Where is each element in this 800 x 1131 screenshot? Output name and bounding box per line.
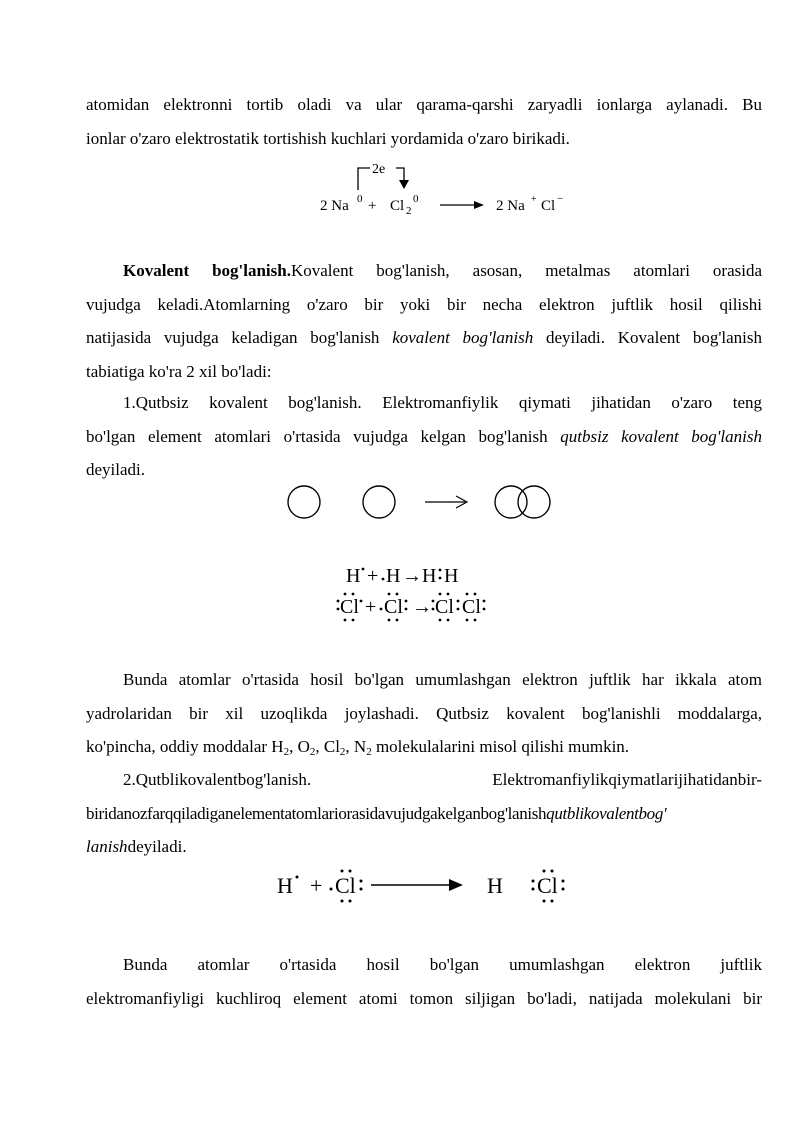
chlorine-atom: Cl	[435, 596, 454, 618]
chlorine-atom: Cl	[340, 596, 359, 618]
subscript: 2	[339, 746, 346, 758]
electron-dot	[360, 888, 363, 891]
electron-dot	[341, 900, 344, 903]
ion-charge: −	[557, 193, 564, 205]
electron-dot	[543, 900, 546, 903]
text-line: 1.Qutbsiz kovalent bog'lanish. Elektromanfiylik qiymati jihatidan o'zaro teng	[123, 393, 762, 412]
oxidation-state: 0	[357, 193, 363, 205]
text-line	[86, 797, 762, 831]
electron-dot	[388, 593, 391, 596]
electron-dot	[296, 876, 299, 879]
paragraph-polar-explanation	[86, 948, 762, 1015]
hydrogen-atom: H	[422, 565, 437, 587]
electron-dot	[562, 888, 565, 891]
hydrogen-atom: H	[386, 565, 401, 587]
text-span: Kovalent bog'lanish, asosan, metalmas atomlari orasida	[290, 261, 763, 280]
text-span: , O	[289, 737, 310, 756]
text-line	[86, 420, 762, 454]
text-line: atomidan elektronni tortib oladi va ular qarama-qarshi zaryadli ionlarga aylanadi. Bu	[86, 95, 762, 114]
text-line	[86, 254, 762, 288]
electron-dot	[352, 593, 355, 596]
text-line: ionlar o'zaro elektrostatik tortishish kuchlari yordamida o'zaro birikadi.	[86, 128, 570, 148]
text-span: , N	[345, 737, 367, 756]
lewis-structures-nonpolar	[330, 558, 530, 628]
electron-dot	[474, 593, 477, 596]
oxidation-state: 0	[413, 193, 419, 205]
electron-dot	[337, 608, 340, 611]
plus-sign: +	[365, 596, 377, 618]
chlorine-molecule: Cl	[390, 198, 405, 214]
shared-electron-dot	[532, 888, 535, 891]
chlorine-atom: Cl	[462, 596, 481, 618]
text-span: molekulalarini misol qilishi mumkin.	[371, 737, 630, 756]
text-line	[86, 763, 762, 797]
text-span: deyiladi.	[127, 837, 187, 856]
text-line: deyiladi.	[86, 460, 146, 479]
electron-dot	[388, 619, 391, 622]
term-emphasis: lanish	[86, 837, 128, 856]
sodium-ion: 2 Na	[496, 198, 525, 214]
plus-sign: +	[367, 565, 379, 587]
electron-dot	[396, 593, 399, 596]
hydrogen-atom: H	[346, 565, 361, 587]
sodium-atom: 2 Na	[320, 198, 349, 214]
electron-dot	[466, 593, 469, 596]
electron-dot	[551, 900, 554, 903]
shared-electron-dot	[532, 880, 535, 883]
atom-orbital	[288, 486, 320, 518]
term-emphasis: qutbsiz kovalent bog'lanish	[560, 426, 762, 446]
chlorine-atom: Cl	[537, 873, 558, 898]
transfer-bracket	[396, 168, 404, 182]
electron-dot	[360, 600, 363, 603]
electron-dot	[562, 880, 565, 883]
text-line: elektromanfiyligi kuchliroq element atomi tomon siljigan bo'ladi, natijada molekulani bir	[86, 988, 762, 1008]
subscript: 2	[366, 746, 372, 758]
overlapping-orbital	[518, 486, 550, 518]
reaction-arrow: →	[402, 565, 422, 587]
text-line: Bunda atomlar o'rtasida hosil bo'lgan umumlashgan elektron juftlik har ikkala atom	[123, 670, 762, 689]
electron-dot	[439, 619, 442, 622]
term-emphasis: kovalent bog'lanish	[392, 328, 534, 347]
section-heading: Kovalent bog'lanish.	[123, 261, 291, 280]
subscript: 2	[309, 746, 316, 758]
paragraph-polar	[86, 763, 762, 864]
electron-dot	[405, 600, 408, 603]
electron-dot	[439, 577, 442, 580]
ionic-equation	[300, 158, 600, 220]
electron-dot	[349, 900, 352, 903]
atom-orbital	[363, 486, 395, 518]
electron-dot	[396, 619, 399, 622]
text-span: natijasida vujudga keladigan bog'lanish	[86, 328, 393, 347]
transfer-label: 2e	[372, 162, 386, 177]
orbital-overlap-diagram	[280, 482, 570, 527]
electron-dot	[543, 870, 546, 873]
electron-dot	[344, 593, 347, 596]
paragraph-nonpolar	[86, 386, 762, 487]
electron-dot	[466, 619, 469, 622]
text-line: tabiatiga ko'ra 2 xil bo'ladi:	[86, 361, 272, 381]
electron-dot	[360, 880, 363, 883]
text-span: ko'pincha, oddiy moddalar H	[86, 737, 284, 756]
subscript: 2	[283, 746, 290, 758]
electron-dot	[382, 578, 385, 581]
reaction-arrowhead	[449, 879, 463, 891]
electron-dot	[474, 619, 477, 622]
electron-dot	[432, 600, 435, 603]
term-emphasis: qutblikovalentbog'	[546, 803, 667, 823]
electron-dot	[432, 608, 435, 611]
chlorine-atom: Cl	[335, 873, 356, 898]
electron-dot	[349, 870, 352, 873]
shared-electron-dot	[457, 600, 460, 603]
shared-electron-dot	[457, 608, 460, 611]
polar-bond-equation	[275, 860, 585, 910]
electron-dot	[447, 593, 450, 596]
electron-dot	[380, 608, 383, 611]
paragraph-ionic-continuation	[86, 88, 762, 155]
reaction-arrow: →	[412, 596, 432, 618]
transfer-arrowhead	[399, 180, 409, 189]
ion-charge: +	[531, 194, 537, 205]
chlorine-atom: Cl	[384, 596, 403, 618]
electron-dot	[439, 569, 442, 572]
text-line: yadrolaridan bir xil uzoqlikda joylashadi. Qutbsiz kovalent bog'lanishli moddalarga,	[86, 703, 762, 723]
electron-dot	[344, 619, 347, 622]
plus-sign: +	[368, 198, 377, 214]
hydrogen-atom: H	[277, 873, 293, 898]
text-span: deyiladi. Kovalent bog'lanish	[533, 328, 763, 347]
electron-dot	[551, 870, 554, 873]
electron-dot	[337, 600, 340, 603]
electron-dot	[362, 568, 365, 571]
transfer-bracket	[358, 168, 370, 190]
text-line: Bunda atomlar o'rtasida hosil bo'lgan umumlashgan elektron juftlik	[123, 955, 762, 974]
text-span: Elektromanfiylikqiymatlarijihatidanbir-	[492, 770, 762, 789]
text-span: bo'lgan element atomlari o'rtasida vujudga kelgan bog'lanish	[86, 426, 561, 446]
electron-dot	[330, 888, 333, 891]
chloride-ion: Cl	[541, 198, 556, 214]
electron-dot	[483, 600, 486, 603]
hydrogen-atom: H	[444, 565, 459, 587]
subscript: 2	[406, 205, 412, 217]
text-span: , Cl	[315, 737, 340, 756]
electron-dot	[341, 870, 344, 873]
text-line	[86, 830, 762, 864]
electron-dot	[405, 608, 408, 611]
paragraph-covalent-intro	[86, 254, 762, 388]
chlorine-lewis-equation	[337, 593, 486, 622]
plus-sign: +	[310, 873, 323, 898]
text-line	[86, 730, 762, 764]
text-line	[86, 321, 762, 355]
text-line: vujudga keladi.Atomlarning o'zaro bir yoki bir necha elektron juftlik hosil qilishi	[86, 294, 762, 314]
electron-dot	[483, 608, 486, 611]
text-span: 2.Qutblikovalentbog'lanish.	[123, 770, 312, 789]
hydrogen-atom: H	[487, 873, 503, 898]
text-span: biridanozfarqqiladiganelementatomlariorasidavujudgakelganbog'lanish	[86, 803, 547, 823]
paragraph-nonpolar-explanation	[86, 663, 762, 764]
reaction-arrowhead	[474, 201, 484, 209]
electron-dot	[439, 593, 442, 596]
electron-dot	[352, 619, 355, 622]
electron-dot	[447, 619, 450, 622]
